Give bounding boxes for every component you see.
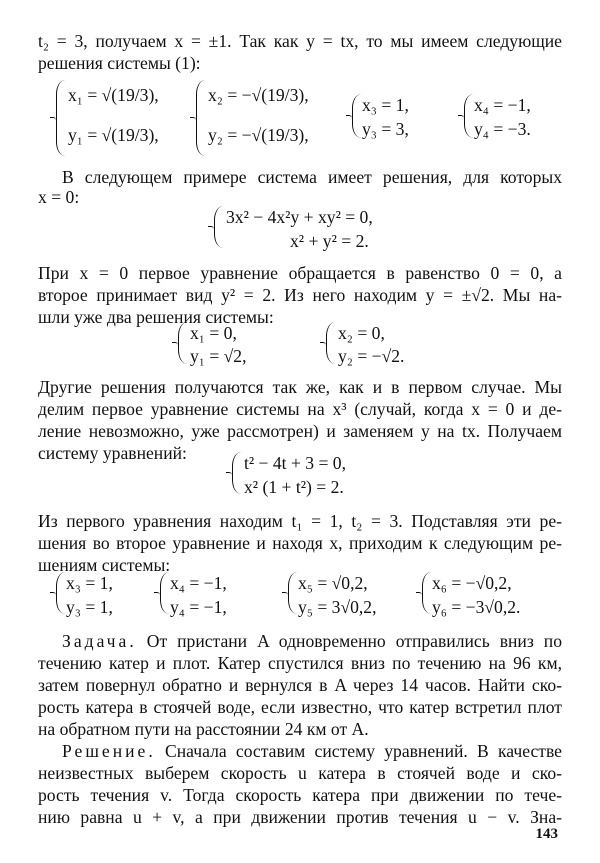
text-line: делим первое уравнение системы на x³ (случай, когда x = 0 и де- (38, 399, 562, 419)
text-line: В следующем примере система имеет решения, для которых (62, 167, 562, 187)
text-line: течению катер и плот. Катер спустился вниз по течению на 96 км, (38, 653, 562, 673)
text-line: шения во второе уравнение и находя x, приходим к следующим ре- (38, 533, 562, 553)
equation: x₁ = √(19/3), (68, 85, 159, 105)
text-fragment: Сначала составим систему уравнений. В качестве (165, 741, 562, 761)
equation: x₂ = −√(19/3), (208, 85, 309, 105)
brace (196, 80, 205, 156)
equation: x² (1 + t²) = 2. (244, 477, 344, 497)
text-line: решения системы (1): (38, 53, 201, 73)
page-number: 143 (535, 826, 558, 842)
equation: y₄ = −1, (170, 597, 227, 617)
equation: y₁ = √(19/3), (68, 125, 159, 145)
equation: y₅ = 3√0,2, (298, 597, 377, 617)
text-line: неизвестных выберем скорость u катера в стоячей воде и ско- (38, 763, 562, 783)
equation: x₃ = 1, (362, 95, 409, 115)
text-line: затем повернул обратно и вернулся в A через 14 часов. Найти ско- (38, 675, 562, 695)
brace (422, 572, 431, 614)
brace (214, 206, 223, 248)
equation: y₁ = √2, (190, 346, 247, 366)
brace (326, 322, 335, 364)
text-fragment: От пристани A одновременно отправились вниз по (146, 631, 562, 651)
text-line: шениям системы: (38, 555, 171, 575)
text-line: рость катера в стоячей воде, если известно, что катер встретил плот (38, 697, 562, 717)
text-line: t₂ = 3, получаем x = ±1. Так как y = tx, то мы имеем следующие (38, 31, 562, 51)
brace (352, 94, 361, 138)
equation: y₃ = 3, (362, 119, 409, 139)
brace (232, 452, 241, 494)
equation: t² − 4t + 3 = 0, (244, 453, 346, 473)
equation: y₂ = −√(19/3), (208, 125, 309, 145)
text-line: При x = 0 первое уравнение обращается в равенство 0 = 0, а (38, 263, 562, 283)
text-line: рость течения v. Тогда скорость катера при движении по тече- (38, 785, 562, 805)
equation: y₂ = −√2. (338, 346, 405, 366)
equation: x₅ = √0,2, (298, 573, 368, 593)
brace (288, 572, 297, 614)
equation: 3x² − 4x²y + xy² = 0, (226, 207, 373, 227)
text-line: нию равна u + v, а при движении против течения u − v. Зна- (38, 807, 562, 827)
brace (160, 572, 169, 614)
equation: y₄ = −3. (474, 119, 531, 139)
text-line: на обратном пути на расстоянии 24 км от A. (38, 719, 369, 739)
text-line: шли уже два решения системы: (38, 307, 274, 327)
brace (56, 572, 65, 614)
brace (178, 322, 187, 364)
brace (56, 80, 65, 156)
equation: x₂ = 0, (338, 323, 385, 343)
brace (464, 94, 473, 138)
text-line: систему уравнений: (38, 443, 187, 463)
equation: x₁ = 0, (190, 323, 237, 343)
text-line: ление невозможно, уже рассмотрен) и заменяем y на tx. Получаем (38, 421, 562, 441)
equation: x₆ = −√0,2, (432, 573, 512, 593)
equation: x₄ = −1, (474, 95, 531, 115)
problem-first-line (62, 630, 562, 652)
solution-label: Решение. (62, 741, 156, 761)
text-line: x = 0: (38, 187, 80, 207)
equation: x₄ = −1, (170, 573, 227, 593)
solution-first-line (62, 740, 562, 762)
text-line: Из первого уравнения находим t₁ = 1, t₂ = 3. Подставляя эти ре- (38, 511, 562, 531)
problem-label: Задача. (62, 631, 137, 651)
equation: y₆ = −3√0,2. (432, 597, 521, 617)
text-line: второе принимает вид y² = 2. Из него находим y = ±√2. Мы на- (38, 285, 562, 305)
text-line: Другие решения получаются так же, как и в первом случае. Мы (38, 377, 562, 397)
equation: x² + y² = 2. (290, 231, 369, 251)
equation: x₃ = 1, (66, 573, 113, 593)
equation: y₃ = 1, (66, 597, 113, 617)
